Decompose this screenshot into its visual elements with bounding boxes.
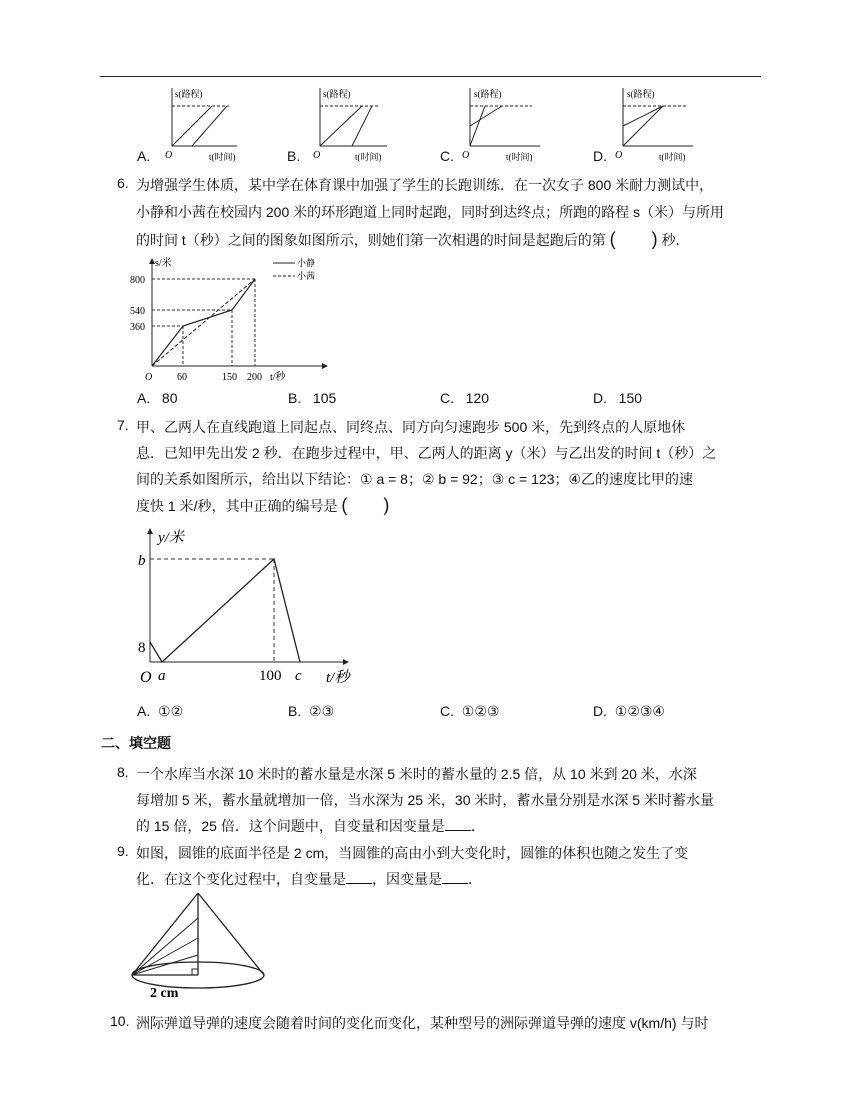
q7-line-3: 间的关系如图所示，给出以下结论：① a = 8；② b = 92；③ c = 123；④乙的速度比甲的速 — [136, 471, 694, 487]
origin: O — [165, 150, 173, 161]
answer-blank[interactable] — [445, 816, 471, 831]
q8-line-1: 一个水库当水深 10 米时的蓄水量是水深 5 米时的蓄水量的 2.5 倍，从 10 米到 20 米，水深 — [136, 766, 697, 782]
xlabel: t(时间) — [355, 152, 382, 162]
q7-line-4-text: 度快 1 米/秒，其中正确的编号是 — [136, 498, 338, 514]
q9-number: 9. — [117, 843, 129, 859]
q5-graph-b — [287, 84, 417, 166]
header-rule — [100, 76, 761, 77]
ylabel: s(路程) — [175, 89, 203, 99]
ylabel: s(路程) — [323, 89, 351, 99]
answer-blank-1[interactable] — [346, 869, 372, 884]
q6-line-1: 为增强学生体质，某中学在体育课中加强了学生的长跑训练．在一次女子 800 米耐力测试中， — [136, 177, 714, 193]
q7-number: 7. — [117, 417, 129, 433]
ylabel: s(路程) — [627, 89, 655, 99]
q8-line-3-text: 的 15 倍，25 倍．这个问题中，自变量和因变量是 — [136, 818, 445, 834]
legend-xiaojing: 小静 — [297, 258, 316, 268]
option-label: C. — [440, 148, 454, 164]
q7-line-4 — [136, 495, 389, 516]
q5-graph-d — [593, 84, 723, 166]
ylabel: s(路程) — [474, 89, 502, 99]
origin: O — [615, 150, 623, 161]
q7-line-2: 息．已知甲先出发 2 秒．在跑步过程中，甲、乙两人的距离 y（米）与乙出发的时间 t（秒）之 — [136, 445, 717, 461]
xtick-c: c — [295, 668, 302, 684]
option-label: D. — [593, 148, 607, 164]
origin: O — [313, 150, 321, 161]
q8-line-3: 的 15 倍，25 倍．这个问题中，自变量和因变量是 ． — [136, 818, 485, 834]
q6-option-a[interactable]: A. 80 — [137, 390, 178, 406]
option-label: B. — [287, 148, 301, 164]
ytick-800: 800 — [130, 275, 145, 286]
ytick-540: 540 — [130, 306, 145, 317]
legend-xiaoqian: 小茜 — [297, 271, 316, 281]
q6-chart — [127, 256, 332, 386]
q7-line-1: 甲、乙两人在直线跑道上同起点、同终点、同方向匀速跑步 500 米，先到终点的人原地休 — [136, 419, 686, 435]
answer-blank-2[interactable] — [442, 869, 468, 884]
q7-option-a[interactable]: A. ①② — [137, 703, 184, 719]
distance-line — [150, 559, 300, 662]
section-title: 二、填空题 — [101, 735, 171, 751]
q6-number: 6. — [117, 175, 129, 191]
xlabel: t(时间) — [659, 152, 686, 162]
radius-label: 2 cm — [150, 986, 179, 1001]
xtick-100: 100 — [259, 668, 282, 684]
graph-a-svg — [137, 84, 267, 166]
q6-option-b[interactable]: B. 105 — [288, 390, 337, 406]
q9-line-2: 化．在这个变化过程中，自变量是 ，因变量是 ． — [136, 871, 482, 887]
q10-line-1: 洲际弹道导弹的速度会随着时间的变化而变化，某种型号的洲际弹道导弹的速度 v(km/h) 与时 — [136, 1015, 709, 1031]
q6-line-3-text: 的时间 t（秒）之间的图象如图所示，则她们第一次相遇的时间是起跑后的第 — [136, 232, 606, 248]
series-xiaoqian — [152, 279, 255, 366]
x-axis-label: t/秒 — [326, 670, 350, 686]
xlabel: t(时间) — [506, 152, 533, 162]
q8-line-2: 每增加 5 米，蓄水量就增加一倍，当水深为 25 米，30 米时，蓄水量分别是水深 5 米时蓄水量 — [136, 792, 714, 808]
q10-number: 10. — [110, 1013, 130, 1029]
q6-line-3-end: 秒． — [661, 232, 690, 248]
ytick-8: 8 — [138, 640, 146, 656]
graph-d-svg — [593, 84, 723, 166]
answer-parens: ( ) — [341, 495, 390, 515]
ytick-360: 360 — [130, 322, 145, 333]
q5-graph-a — [137, 84, 267, 166]
y-axis-label: s/米 — [155, 258, 172, 269]
q7-option-c[interactable]: C. ①②③ — [440, 703, 500, 719]
x-axis-label: t/秒 — [270, 372, 286, 383]
y-axis-label: y/米 — [158, 530, 184, 546]
q8-number: 8. — [117, 764, 129, 780]
origin: O — [462, 150, 470, 161]
ytick-b: b — [138, 553, 146, 569]
q6-option-c[interactable]: C. 120 — [440, 390, 490, 406]
xtick-60: 60 — [177, 372, 187, 383]
option-label: A. — [137, 148, 151, 164]
q6-option-d[interactable]: D. 150 — [593, 390, 643, 406]
origin: O — [140, 669, 152, 686]
cone-figure — [128, 890, 273, 1005]
xtick-200: 200 — [247, 372, 262, 383]
xtick-150: 150 — [222, 372, 237, 383]
origin: O — [145, 372, 153, 383]
q5-graph-c — [440, 84, 570, 166]
xtick-a: a — [158, 668, 166, 684]
q6-line-3 — [136, 229, 690, 250]
graph-b-svg — [287, 84, 417, 166]
q7-chart — [128, 522, 358, 692]
q7-option-b[interactable]: B. ②③ — [288, 703, 335, 719]
q7-option-d[interactable]: D. ①②③④ — [593, 703, 665, 719]
answer-parens: ( ) — [609, 229, 658, 249]
q9-line-1: 如图，圆锥的底面半径是 2 cm，当圆锥的高由小到大变化时，圆锥的体积也随之发生了变 — [136, 845, 689, 861]
graph-c-svg — [440, 84, 570, 166]
q6-line-2: 小静和小茜在校园内 200 米的环形跑道上同时起跑，同时到达终点；所跑的路程 s（米）与所用 — [136, 204, 725, 220]
xlabel: t(时间) — [209, 152, 236, 162]
